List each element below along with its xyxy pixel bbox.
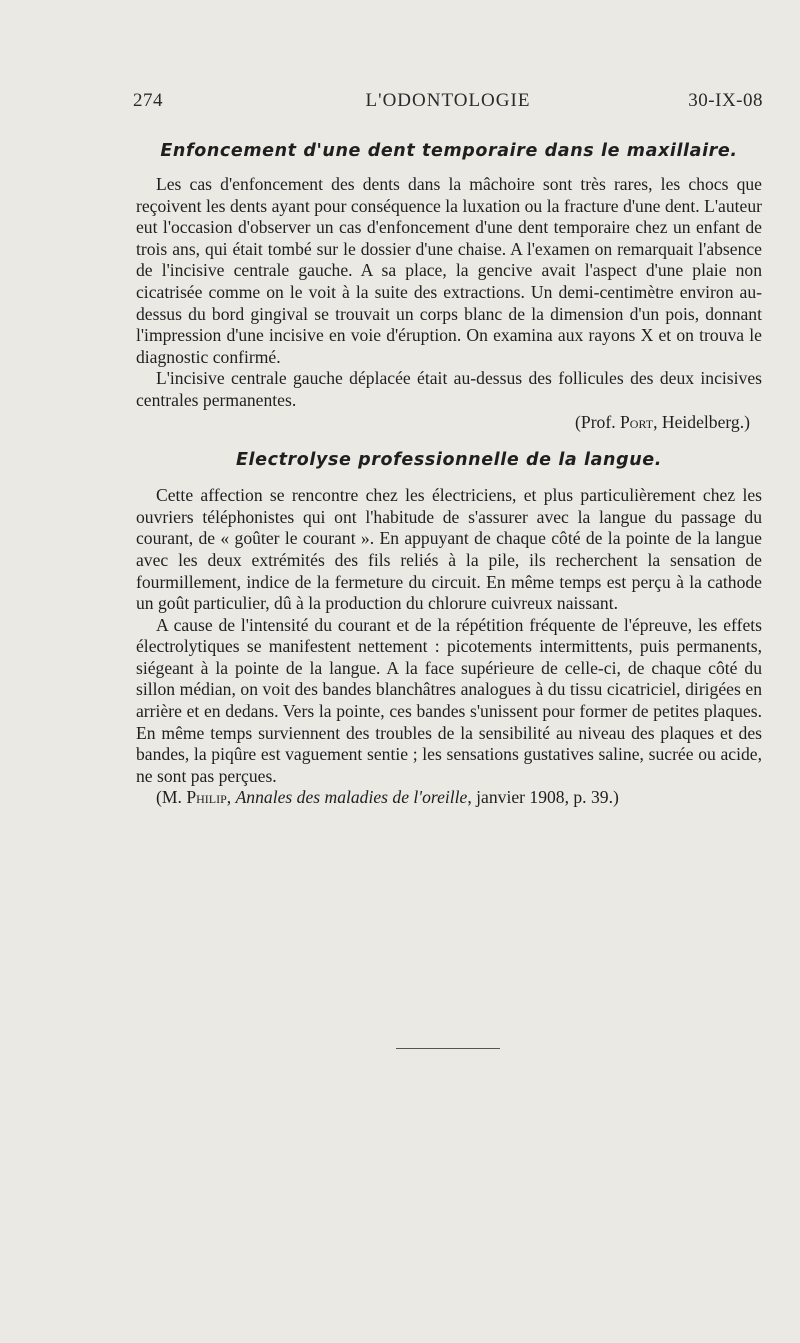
article-paragraph: L'incisive centrale gauche déplacée était au-dessus des follicules des deux incisives centrales permanentes. [136,368,762,410]
page-body [136,140,762,809]
page-number: 274 [133,90,163,111]
article-title: Enfoncement d'une dent temporaire dans le maxillaire. [160,141,738,161]
source-author: Port [620,411,654,432]
source-work: Annales des maladies de l'oreille [235,787,468,808]
article-source [136,787,762,809]
article-source [136,412,762,434]
source-prefix: (Prof. [575,411,621,432]
source-suffix: , janvier 1908, p. 39.) [467,787,619,808]
source-prefix: (M. [156,787,187,808]
article-paragraph: A cause de l'intensité du courant et de la répétition fréquente de l'épreuve, les effets électrolytiques se manifestent nettement : picotements intermittents, puis permanents, siégeant à la pointe de la langue. A la face supérieure de celle-ci, de chaque côté du sillon médian, on voit des bandes blanchâtres analogues à du tissu cicatriciel, dirigées en arrière et en dedans. Vers la pointe, ces bandes s'unissent pour former de petites plaques. En même temps surviennent des troubles de la sensibilité au niveau des plaques et des bandes, la piqûre est vaguement sentie ; les sensations gustatives saline, sucrée ou acide, ne sont pas perçues. [136,614,762,786]
source-author: Philip [186,787,227,808]
source-suffix: , Heidelberg.) [653,411,750,432]
article-paragraph: Les cas d'enfoncement des dents dans la mâchoire sont très rares, les chocs que reçoivent les dents ayant pour conséquence la luxation ou la fracture d'une dent. L'auteur eut l'occasion d'observer un cas d'enfoncement d'une dent temporaire chez un enfant de trois ans, qui était tombé sur le dossier d'une chaise. A l'examen on remarquait l'absence de l'incisive centrale gauche. A sa place, la gencive avait l'aspect d'une plaie non cicatrisée comme on le voit à la suite des extractions. Un demi-centimètre environ au-dessus du bord gingival se trouvait un corps blanc de la dimension d'un pois, donnant l'impression d'une incisive en voie d'éruption. On examina aux rayons X et on trouva le diagnostic confirmé. [136,174,762,367]
issue-date: 30-IX-08 [688,90,763,111]
article-electrolyse [136,449,762,809]
article-title: Electrolyse professionnelle de la langue. [235,450,662,471]
end-rule [396,1048,500,1049]
source-separator: , [226,787,236,808]
journal-title: L'ODONTOLOGIE [365,90,531,111]
running-header [133,90,763,120]
article-enfoncement [136,140,762,433]
article-paragraph: Cette affection se rencontre chez les électriciens, et plus particulièrement chez les ouvriers téléphonistes qui ont l'habitude de s'assurer avec la langue du passage du courant, de « goûter le courant ». En appuyant de chaque côté de la pointe de la langue avec les deux extrémités des fils reliés à la pile, ils recherchent la sensation de fourmillement, indice de la fermeture du circuit. En même temps est perçu à la cathode un goût particulier, dû à la production du chlorure cuivreux naissant. [136,485,762,614]
